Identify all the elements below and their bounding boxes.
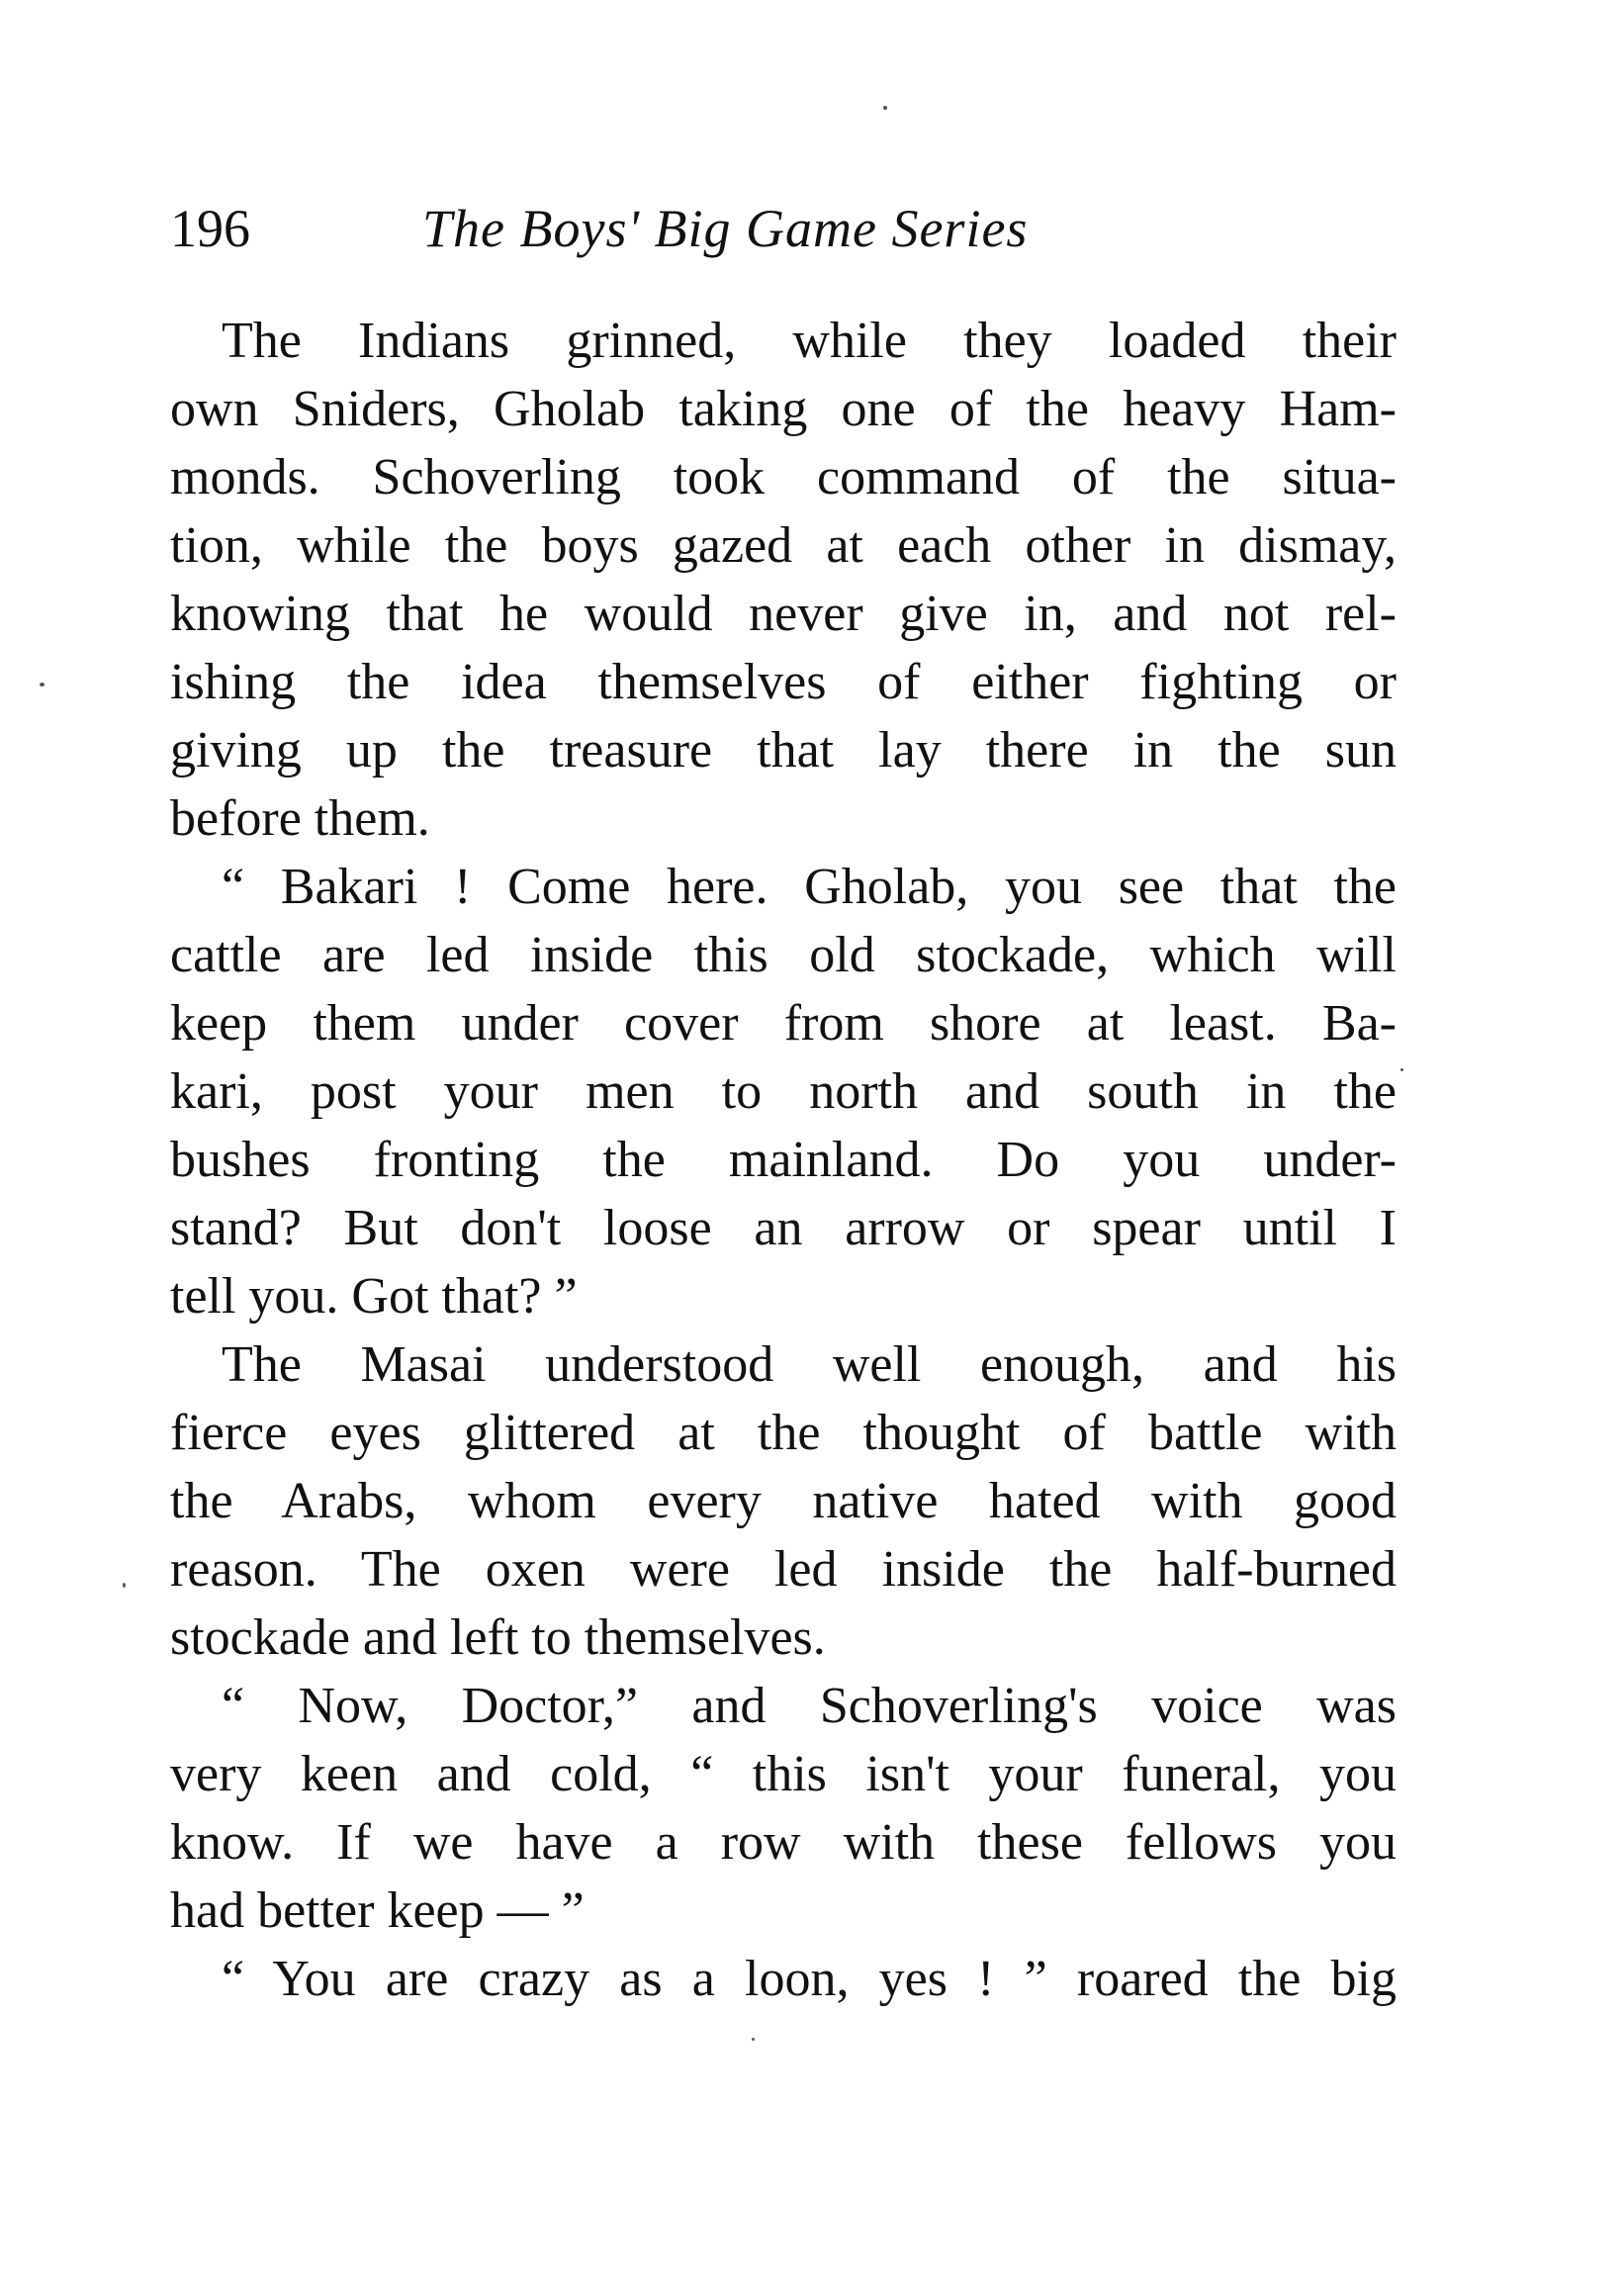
scan-speck	[1400, 1068, 1403, 1071]
text-line: stand? But don't loose an arrow or spear until I	[170, 1200, 1397, 1256]
paragraph	[170, 1672, 1397, 1945]
paragraph	[170, 1330, 1397, 1672]
text-line: monds. Schoverling took command of the situa-	[170, 449, 1397, 505]
text-line: bushes fronting the mainland. Do you under-	[170, 1132, 1397, 1188]
text-line: very keen and cold, “ this isn't your funeral, you	[170, 1746, 1397, 1802]
scan-speck	[752, 2038, 755, 2041]
text-line: the Arabs, whom every native hated with good	[170, 1473, 1397, 1529]
text-line: reason. The oxen were led inside the half-burned	[170, 1541, 1397, 1598]
text-line: fierce eyes glittered at the thought of battle with	[170, 1405, 1397, 1461]
text-line: giving up the treasure that lay there in the sun	[170, 722, 1397, 779]
paragraph	[170, 853, 1397, 1330]
text-line: cattle are led inside this old stockade, which will	[170, 927, 1397, 983]
scan-speck	[40, 683, 45, 687]
text-line: “ Now, Doctor,” and Schoverling's voice was	[222, 1678, 1397, 1734]
scan-speck	[883, 106, 887, 110]
text-line: knowing that he would never give in, and not rel-	[170, 586, 1397, 642]
paragraph	[170, 1945, 1397, 2013]
paragraph	[170, 307, 1397, 853]
text-line: tell you. Got that? ”	[170, 1268, 578, 1325]
text-line: stockade and left to themselves.	[170, 1609, 826, 1666]
scan-speck	[123, 1583, 126, 1588]
text-line: keep them under cover from shore at least. Ba-	[170, 995, 1397, 1052]
text-line: before them.	[170, 790, 430, 847]
text-line: kari, post your men to north and south in the	[170, 1063, 1397, 1120]
text-line: The Indians grinned, while they loaded their	[222, 313, 1397, 369]
body-text	[170, 307, 1397, 2013]
text-line: had better keep — ”	[170, 1882, 585, 1939]
text-line: know. If we have a row with these fellows you	[170, 1814, 1397, 1871]
page-number: 196	[170, 199, 250, 258]
text-line: ishing the idea themselves of either fighting or	[170, 654, 1397, 710]
text-line: own Sniders, Gholab taking one of the heavy Ham-	[170, 381, 1397, 437]
text-line: “ Bakari ! Come here. Gholab, you see that the	[222, 859, 1397, 915]
running-head	[170, 194, 1397, 263]
running-title: The Boys' Big Game Series	[422, 199, 1029, 258]
text-line: tion, while the boys gazed at each other in dismay,	[170, 517, 1397, 574]
text-line: The Masai understood well enough, and his	[222, 1336, 1397, 1393]
text-line: “ You are crazy as a loon, yes ! ” roared the big	[222, 1951, 1397, 2007]
